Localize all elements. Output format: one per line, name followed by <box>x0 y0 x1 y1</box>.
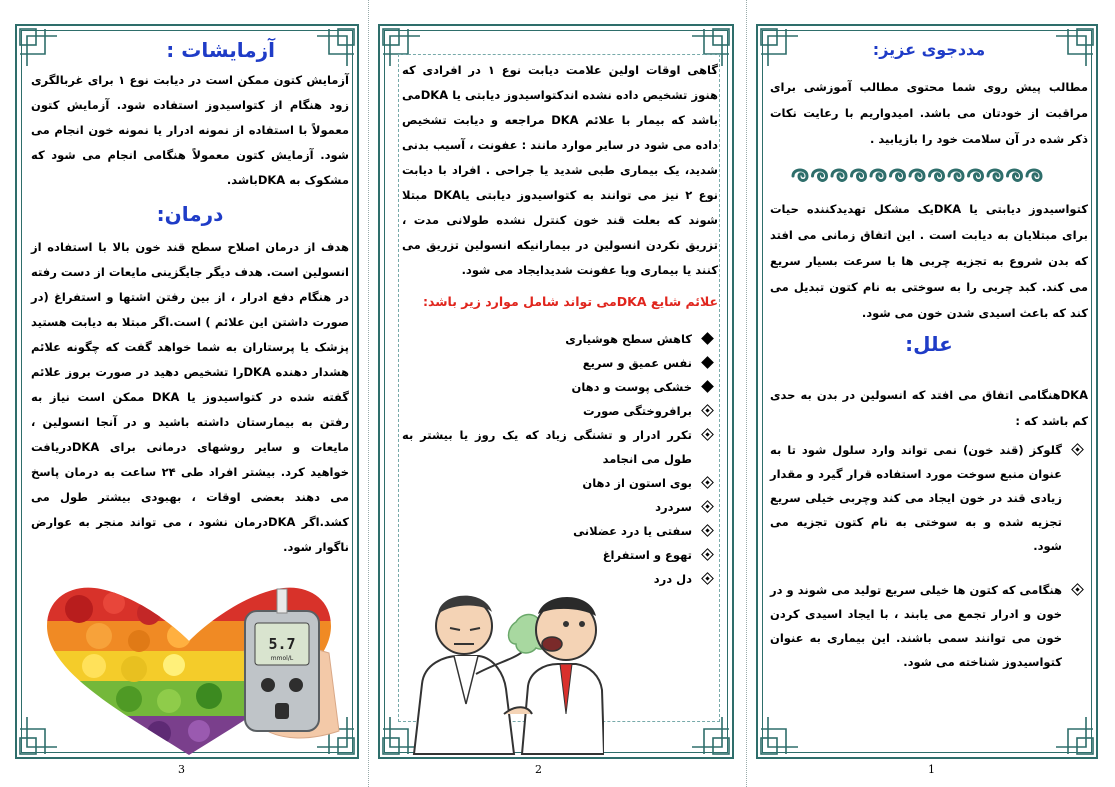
scroll-ornament-icon <box>790 165 1052 187</box>
diamond-bullet-icon <box>701 404 714 417</box>
symptom-item <box>402 351 718 375</box>
meter-unit: mmol/L <box>270 655 294 662</box>
page-number-1: 1 <box>928 763 935 776</box>
doctor-bad-breath-illustration <box>404 564 604 756</box>
doctors-icon <box>404 564 604 756</box>
symptom-text: سفتی یا درد عضلانی <box>573 524 692 538</box>
tests-text: آزمایش کتون ممکن است در دیابت نوع ۱ برای غربالگری زود هنگام از کتواسیدوز استفاده شود. آزمایش کتون معمولاً با استفاده از نمونه ادرار یا نمونه خون انجام می شود. آزمایش کتون معمولاً هنگامی انجام می شود که مشکوک به DKAباشد. <box>31 73 349 187</box>
corner-ornament <box>760 715 800 755</box>
symptom-item <box>402 327 718 351</box>
diamond-bullet-icon <box>701 476 714 489</box>
intro-text: مطالب پیش روی شما محتوی مطالب آموزشی برای مراقبت از خودتان می باشد. امیدواریم با رعایت نکات ذکر شده در آن سلامت خود را بازیابید . <box>770 80 1088 146</box>
page-number-3: 3 <box>178 763 185 776</box>
symptom-text: خشکی پوست و دهان <box>571 380 692 394</box>
cause-item <box>770 578 1088 674</box>
symptom-text: سردرد <box>655 500 692 514</box>
symptom-item <box>402 423 718 471</box>
symptom-text: بوی استون از دهان <box>582 476 692 490</box>
symptom-text: کاهش سطح هوشیاری <box>565 332 692 346</box>
cause-item <box>770 438 1088 558</box>
symptoms-heading: علائم شایع DKAمی تواند شامل موارد زیر باشد: <box>423 294 718 309</box>
diamond-bullet-icon <box>1071 443 1084 456</box>
symptoms-list <box>402 327 718 591</box>
page-number-2: 2 <box>535 763 542 776</box>
symptom-item <box>402 471 718 495</box>
page-separator-left <box>368 0 369 787</box>
panel-page-2 <box>378 24 734 759</box>
symptom-item <box>402 495 718 519</box>
corner-ornament <box>1054 715 1094 755</box>
diamond-bullet-icon <box>701 524 714 537</box>
symptom-text: برافروختگی صورت <box>582 404 692 418</box>
diamond-bullet-icon <box>701 356 714 369</box>
symptom-text: تکرر ادرار و تشنگی زیاد که یک روز یا بیشتر به طول می انجامد <box>402 428 692 466</box>
greeting-heading: مددجوی عزیز: <box>872 40 986 59</box>
diamond-bullet-icon <box>701 548 714 561</box>
causes-list <box>770 438 1088 674</box>
diamond-bullet-icon <box>701 572 714 585</box>
diamond-bullet-icon <box>701 380 714 393</box>
treatment-text: هدف از درمان اصلاح سطح قند خون بالا با استفاده از انسولین است. هدف دیگر جایگزینی مایعات از دست رفته در هنگام دفع ادرار ، از بین رفتن اشتها و استفراغ (در صورت داشتن این علائم ) است.اگر مبتلا به دیابت هستید پزشک یا پرستاران به شما خواهد گفت که چگونه علائم هشدار دهنده DKAرا تشخیص دهید در صورت بروز علائم گفته شده در کتواسیدوز یا DKA ممکن است نیاز به رفتن به بیمارستان داشته باشید و در آنجا انسولین ، مایعات و سایر روشهای درمانی برای DKAدریافت خواهید کرد. بیشتر افراد طی ۲۴ ساعت به درمان پاسخ می دهند بعضی اوقات ، بهبودی بیشتر طول می کشد.اگر DKAدرمان نشود ، می تواند منجر به عوارض ناگوار شود. <box>31 240 349 554</box>
treatment-heading: درمان: <box>156 202 224 226</box>
middle-intro-text: گاهی اوقات اولین علامت دیابت نوع ۱ در افرادی که هنوز تشخیص داده نشده اندکتواسیدوز دیابتی یا DKAمی باشد که بیمار با علائم DKA مراجعه و دیابت تشخیص داده می شود در سایر موارد مانند : عفونت ، آسیب بدنی شدید، یک بیماری طبی شدید یا جراحی . افراد با دیابت نوع ۲ نیز می توانند به کتواسیدوز دیابتی یاDKA مبتلا شوند که بعلت قند خون کنترل نشده طولانی مدت ، تزریق نکردن انسولین در بیمارانیکه انسولین تزریق می کنند یا بیماری ویا عفونت شدیدایجاد می شود. <box>402 63 718 277</box>
symptom-item <box>402 399 718 423</box>
symptom-item <box>402 375 718 399</box>
panel-page-1 <box>756 24 1098 759</box>
scroll-ornament-divider <box>790 165 1052 187</box>
diamond-bullet-icon <box>701 428 714 441</box>
definition-text: کتواسیدوز دیابتی یا DKAیک مشکل تهدیدکننده حیات برای مبتلایان به دیابت است . این اتفاق زمانی می افتد که بدن شروع به تجزیه چربی ها با سرعت بسیار سریع می کند. کبد چربی را به سوختی به نام کتون تبدیل می کند که باعث اسیدی شدن خون می شود. <box>770 202 1088 320</box>
symptom-item <box>402 519 718 543</box>
symptom-text: دل درد <box>653 572 692 586</box>
meter-reading: 5.7 <box>268 635 296 653</box>
cause-text: هنگامی که کتون ها خیلی سریع تولید می شوند و در خون و ادرار تجمع می یابند ، با ایجاد اسیدی کردن خون می توانند سمی باشند. این بیماری به عنوان کتواسیدوز شناخته می شود. <box>770 583 1062 669</box>
fruit-heart-icon <box>39 581 351 757</box>
diamond-bullet-icon <box>1071 583 1084 596</box>
causes-intro-text: DKAهنگامی اتفاق می افتد که انسولین در بدن به حدی کم باشد که : <box>770 388 1088 428</box>
fruit-heart-glucometer-illustration <box>39 581 351 757</box>
diamond-bullet-icon <box>701 500 714 513</box>
page-separator-right <box>746 0 747 787</box>
cause-text: گلوکز (قند خون) نمی تواند وارد سلول شود تا به عنوان منبع سوخت مورد استفاده قرار گیرد و مقدار زیادی قند در خون ایجاد می کند وچربی خیلی سریع تجزیه شده و به سوختی به نام کتون تجزیه می شود. <box>770 443 1062 553</box>
tests-heading: آزمایشات : <box>166 38 275 62</box>
causes-heading: علل: <box>905 332 953 356</box>
symptom-text: تهوع و استفراغ <box>602 548 692 562</box>
symptom-text: نفس عمیق و سریع <box>582 356 692 370</box>
diamond-bullet-icon <box>701 332 714 345</box>
panel-page-3 <box>15 24 359 759</box>
